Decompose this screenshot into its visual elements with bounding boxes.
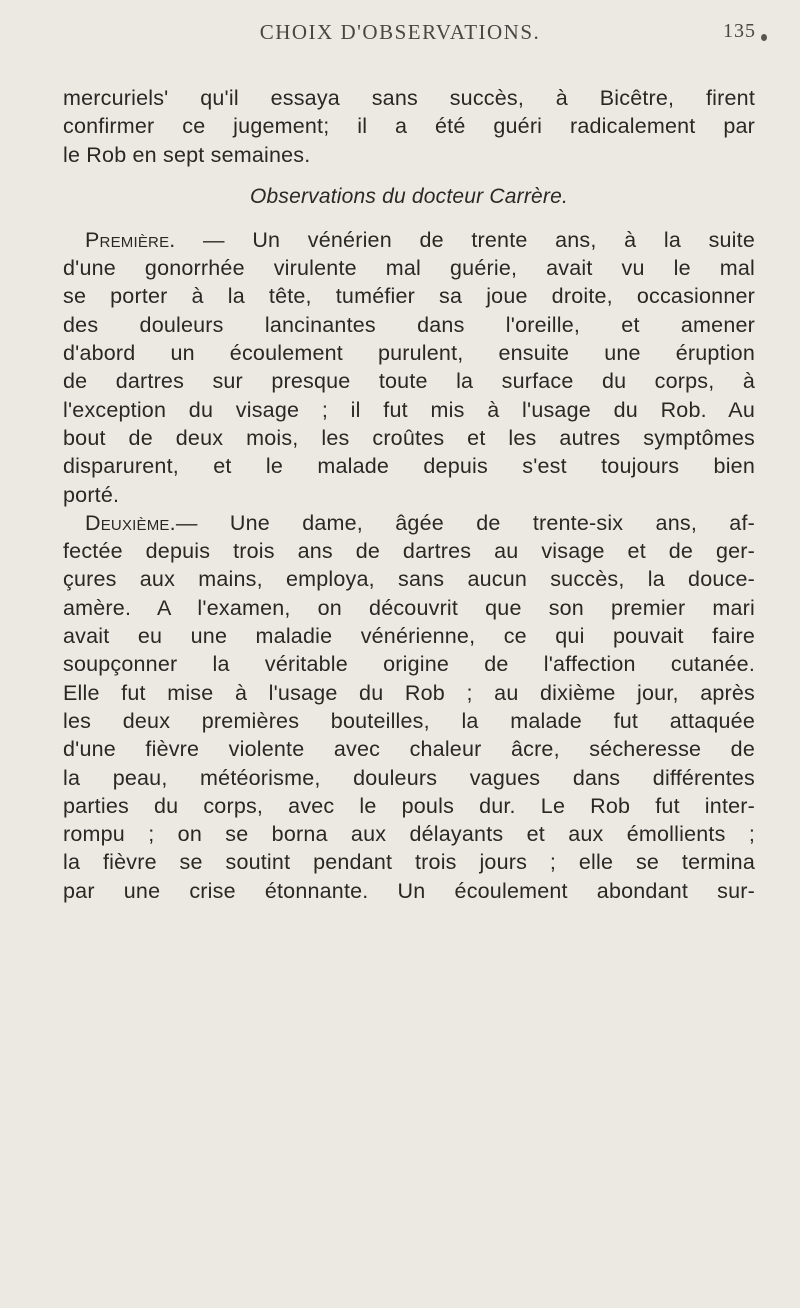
text-line: bout de deux mois, les croûtes et les autres symptômes (63, 425, 755, 450)
text-line: Elle fut mise à l'usage du Rob ; au dixième jour, après (63, 680, 755, 705)
text-line: rompu ; on se borna aux délayants et aux émollients ; (63, 822, 755, 847)
text-line: parties du corps, avec le pouls dur. Le Rob fut inter- (63, 793, 755, 818)
ink-spot-icon (761, 34, 767, 41)
text-line: la peau, météorisme, douleurs vagues dans différentes (63, 765, 755, 790)
running-head (0, 20, 800, 60)
text-line: se porter à la tête, tuméfier sa joue droite, occasionner (63, 284, 755, 309)
section-heading: Observations du docteur Carrère. (249, 184, 569, 208)
observation-label: Première. (85, 227, 176, 252)
text-line: les deux premières bouteilles, la malade fut attaquée (63, 708, 755, 733)
running-title: CHOIX D'OBSERVATIONS. (259, 20, 541, 44)
text-line: des douleurs lancinantes dans l'oreille, et amener (63, 312, 755, 337)
body-text (63, 84, 755, 905)
text-line: le Rob en sept semaines. (63, 142, 311, 167)
text-line (63, 509, 755, 537)
observation-label: Deuxième. (85, 510, 176, 535)
text-line: porté. (63, 482, 120, 507)
text-line (63, 226, 755, 254)
text-line: d'une fièvre violente avec chaleur âcre, sécheresse de (63, 737, 755, 762)
text-line: de dartres sur presque toute la surface du corps, à (63, 369, 755, 394)
text-line: par une crise étonnante. Un écoulement abondant sur- (63, 878, 755, 903)
observation-first-line: — Un vénérien de trente ans, à la suite (175, 227, 755, 252)
text-line: amère. A l'examen, on découvrit que son premier mari (63, 595, 755, 620)
text-line: disparurent, et le malade depuis s'est toujours bien (63, 454, 755, 479)
text-line: confirmer ce jugement; il a été guéri radicalement par (63, 114, 755, 139)
observation-second (63, 509, 755, 905)
observation-second-line: — Une dame, âgée de trente-six ans, af- (175, 510, 755, 535)
text-line: fectée depuis trois ans de dartres au visage et de ger- (63, 539, 755, 564)
text-line: l'exception du visage ; il fut mis à l'usage du Rob. Au (63, 397, 755, 422)
text-line: mercuriels' qu'il essaya sans succès, à Bicêtre, firent (63, 86, 755, 110)
observation-first (63, 226, 755, 509)
text-line: soupçonner la véritable origine de l'affection cutanée. (63, 652, 755, 677)
page-number: 135 (723, 20, 756, 42)
text-line: d'abord un écoulement purulent, ensuite une éruption (63, 341, 755, 366)
intro-paragraph (63, 84, 755, 169)
text-line: la fièvre se soutint pendant trois jours ; elle se termina (63, 850, 755, 875)
text-line: çures aux mains, employa, sans aucun succès, la douce- (63, 567, 755, 592)
text-line: avait eu une maladie vénérienne, ce qui pouvait faire (63, 624, 755, 649)
text-line: d'une gonorrhée virulente mal guérie, avait vu le mal (63, 256, 755, 281)
